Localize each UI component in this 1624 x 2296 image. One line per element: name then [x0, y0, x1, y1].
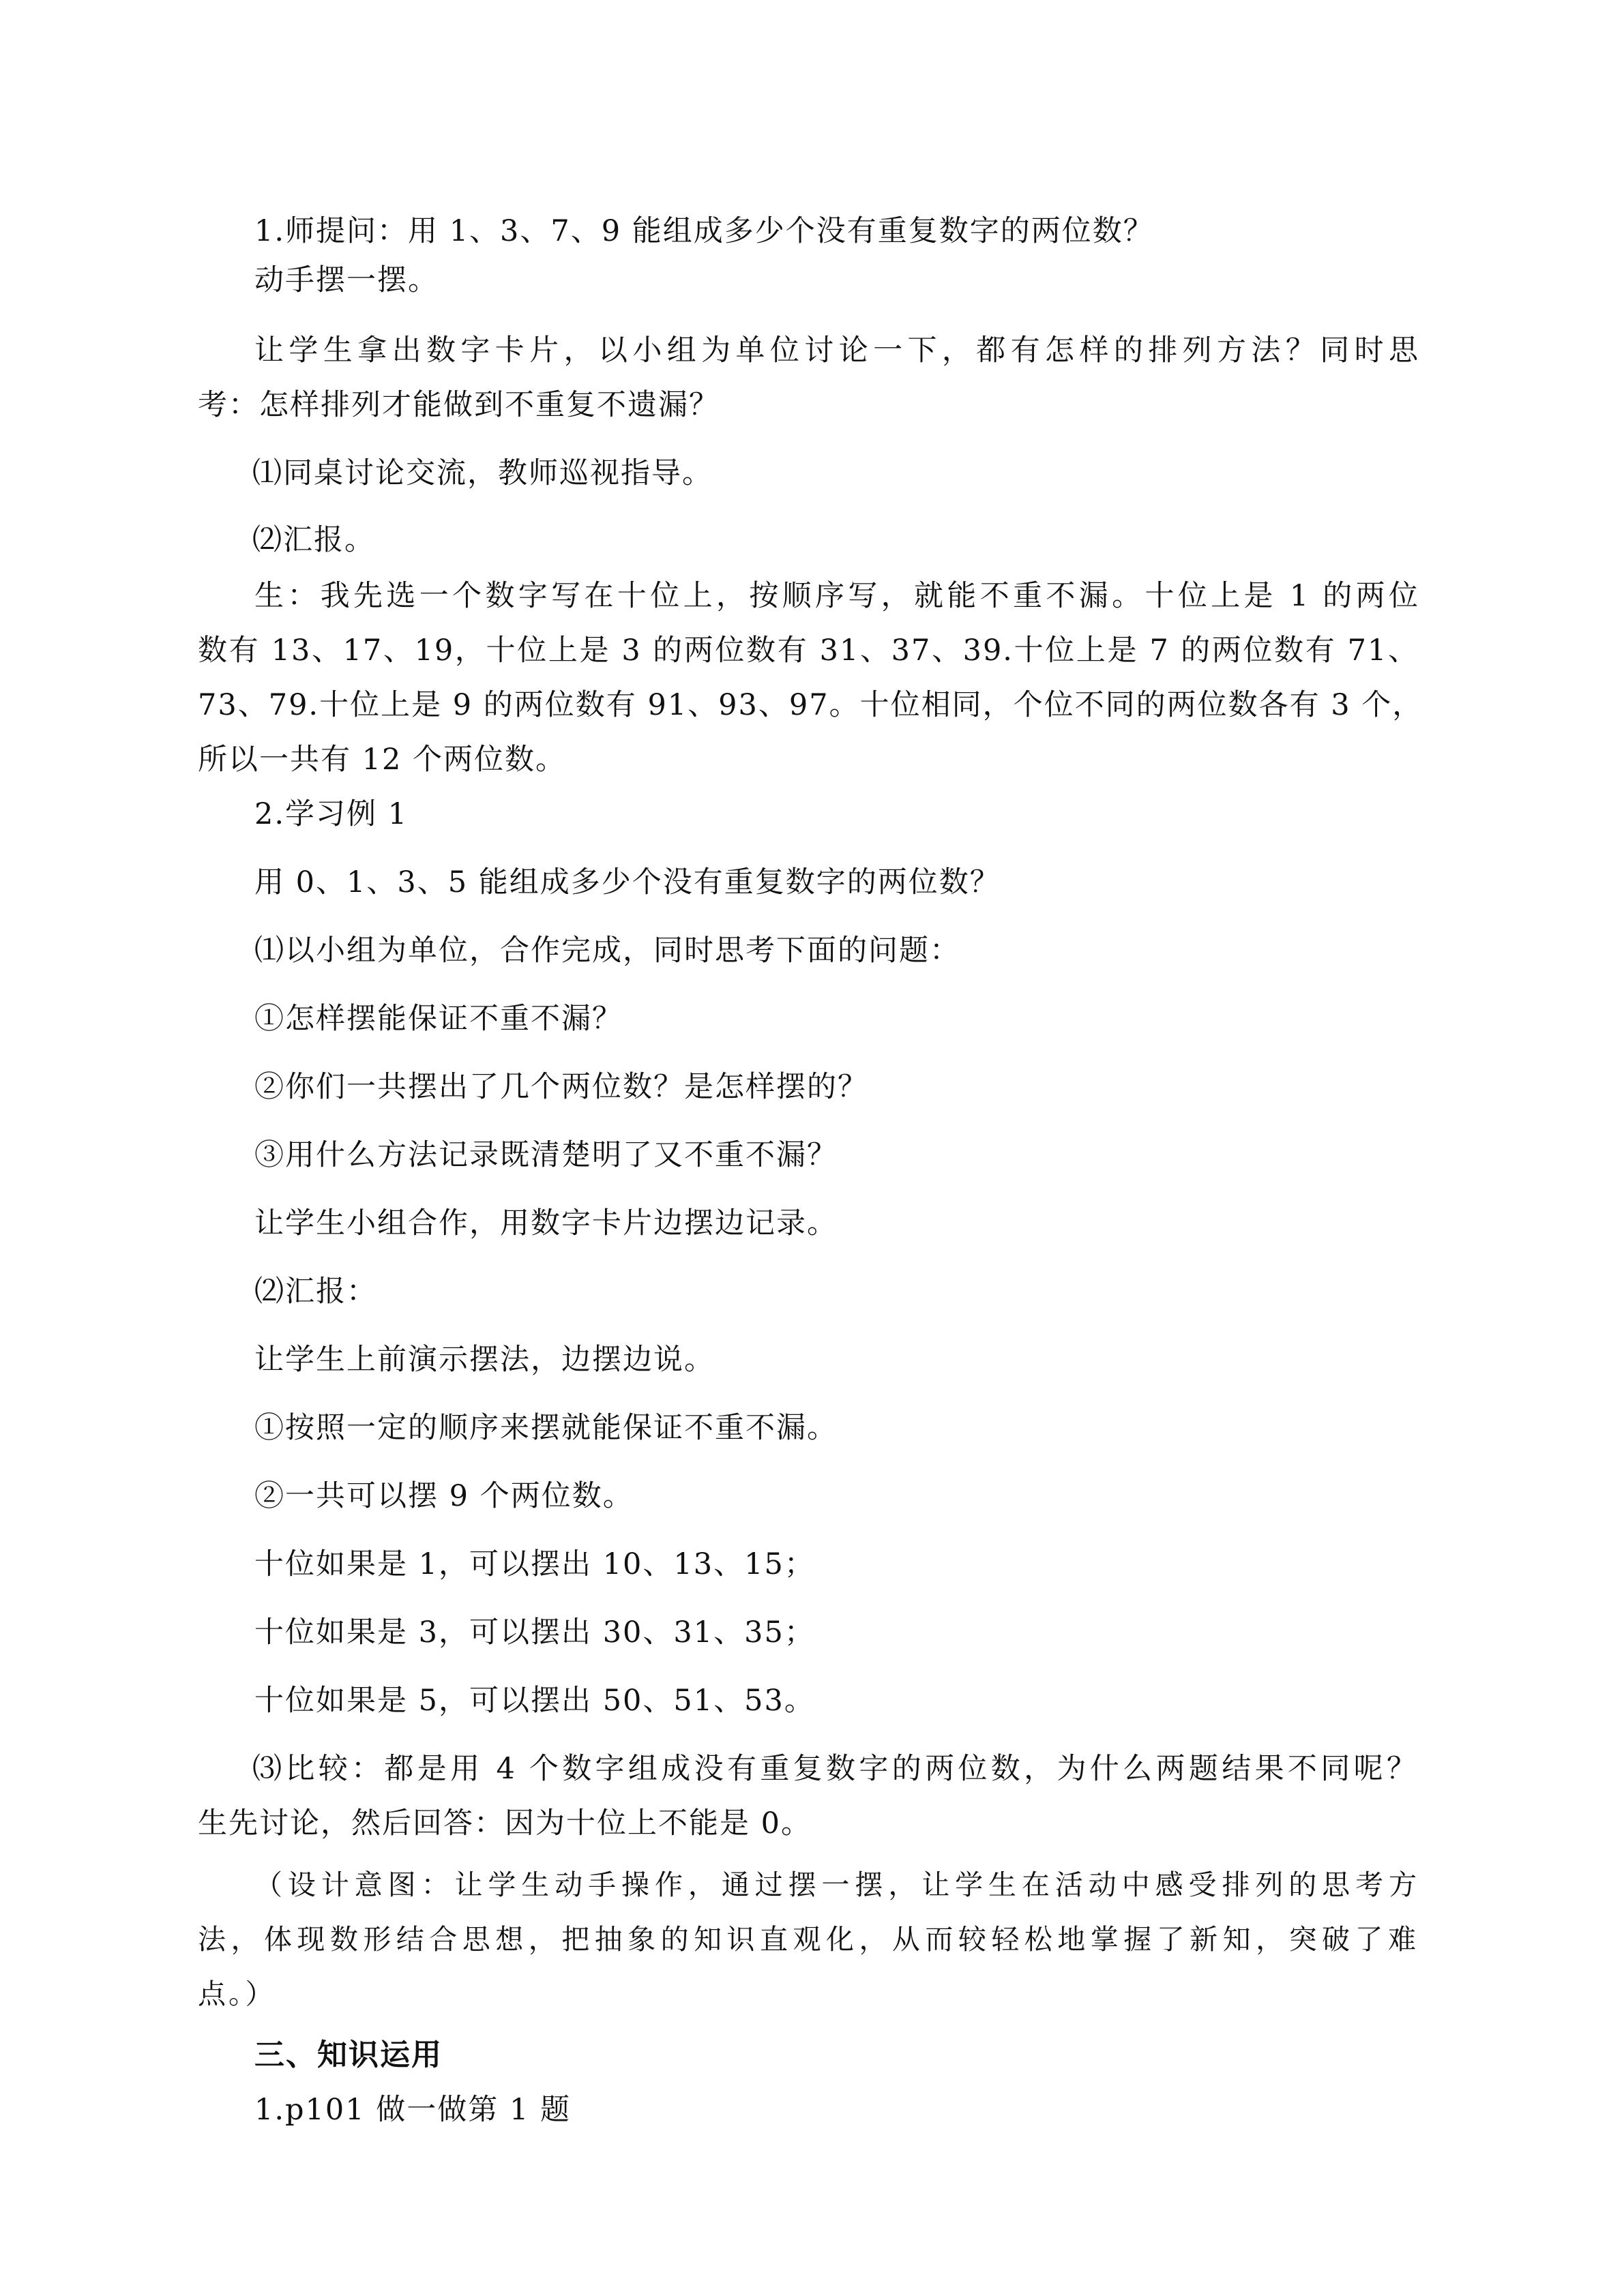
- group-work-line: 让学生小组合作，用数字卡片边摆边记录。: [254, 1206, 838, 1240]
- design-note-line-3: 点。）: [198, 1978, 276, 2010]
- discussion-line-1: 让学生拿出数字卡片，以小组为单位讨论一下，都有怎样的排列方法？同时思: [254, 333, 1419, 368]
- tens-1-line: 十位如果是 1，可以摆出 10、13、15；: [254, 1547, 815, 1581]
- step-1-line: ⑴同桌讨论交流，教师巡视指导。: [252, 456, 713, 490]
- conclusion-line: 生先讨论，然后回答：因为十位上不能是 0。: [198, 1806, 812, 1840]
- hands-on-line: 动手摆一摆。: [254, 263, 439, 297]
- step-2-line: ⑵汇报。: [252, 523, 375, 557]
- student-answer-line-4: 所以一共有 12 个两位数。: [198, 743, 567, 777]
- example-1-heading: 2.学习例 1: [254, 797, 409, 831]
- example-1-question: 用 0、1、3、5 能组成多少个没有重复数字的两位数？: [254, 865, 1001, 899]
- demo-line: 让学生上前演示摆法，边摆边说。: [254, 1343, 715, 1377]
- answer-a-line: ①按照一定的顺序来摆就能保证不重不漏。: [254, 1411, 838, 1445]
- tens-3-line: 十位如果是 3，可以摆出 30、31、35；: [254, 1615, 815, 1650]
- group-task-line: ⑴以小组为单位，合作完成，同时思考下面的问题：: [254, 934, 960, 968]
- answer-b-line: ②一共可以摆 9 个两位数。: [254, 1479, 634, 1513]
- design-note-line-1: （设计意图：让学生动手操作，通过摆一摆，让学生在活动中感受排列的思考方: [254, 1868, 1419, 1901]
- question-1-line: 1.师提问：用 1、3、7、9 能组成多少个没有重复数字的两位数？: [254, 214, 1154, 248]
- compare-line: ⑶比较：都是用 4 个数字组成没有重复数字的两位数，为什么两题结果不同呢？: [252, 1752, 1417, 1786]
- question-c-line: ③用什么方法记录既清楚明了又不重不漏？: [254, 1138, 838, 1172]
- question-b-line: ②你们一共摆出了几个两位数？是怎样摆的？: [254, 1070, 868, 1104]
- student-answer-line-3: 73、79.十位上是 9 的两位数有 91、93、97。十位相同，个位不同的两位数各有 3 个，: [198, 688, 1423, 722]
- report-heading: ⑵汇报：: [254, 1274, 377, 1309]
- student-answer-line-2: 数有 13、17、19，十位上是 3 的两位数有 31、37、39.十位上是 7 的两位数有 71、: [198, 633, 1419, 668]
- tens-5-line: 十位如果是 5，可以摆出 50、51、53。: [254, 1684, 815, 1718]
- student-answer-line-1: 生：我先选一个数字写在十位上，按顺序写，就能不重不漏。十位上是 1 的两位: [254, 579, 1419, 613]
- question-a-line: ①怎样摆能保证不重不漏？: [254, 1002, 623, 1036]
- section-heading: 三、知识运用: [254, 2038, 443, 2072]
- discussion-line-2: 考：怎样排列才能做到不重复不遗漏？: [198, 388, 720, 422]
- design-note-line-2: 法，体现数形结合思想，把抽象的知识直观化，从而较轻松地掌握了新知，突破了难: [198, 1923, 1419, 1956]
- exercise-line: 1.p101 做一做第 1 题: [254, 2093, 571, 2127]
